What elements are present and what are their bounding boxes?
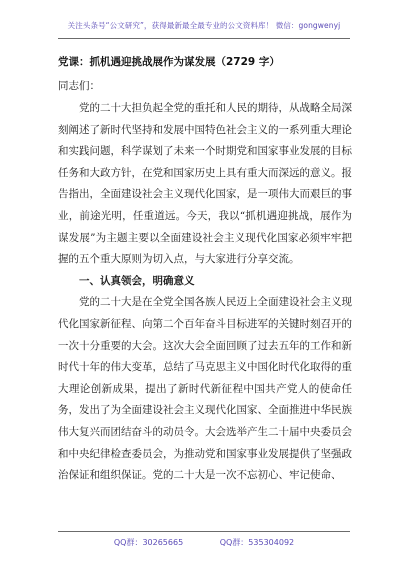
document-body — [58, 98, 352, 487]
paragraph: 党的二十大是在全党全国各族人民迈上全面建设社会主义现代化国家新征程、向第二个百年奋斗目标进军的关键时刻召开的一次十分重要的大会。这次大会全面回顾了过去五年的工作和新时代十年的伟大变革，总结了马克思主义中国化时代化取得的重大理论创新成果，提出了新时代新征程中国共产党人的使命任务，发出了为全面建设社会主义现代化国家、全面推进中华民族伟大复兴而团结奋斗的动员令。大会选举产生二十届中央委员会和中央纪律检查委员会，为推动党和国家事业发展提供了坚强政治保证和组织保证。党的二十大是一次不忘初心、牢记使命、 — [58, 296, 352, 482]
paragraph: 党的二十大担负起全党的重托和人民的期待，从战略全局深刻阐述了新时代坚持和发展中国特色社会主义的一系列重大理论和实践问题，科学谋划了未来一个时期党和国家事业发展的目标任务和大政方针，在党和国家历史上具有重大而深远的意义。报告指出，全面建设社会主义现代化国家，是一项伟大而艰巨的事业，前途光明，任重道远。今天，我以“抓机遇迎挑战，展作为谋发展”为主题主要以全面建设社会主义现代化国家必须牢牢把握的五个重大原则为切入点，与大家进行分享交流。 — [58, 102, 352, 266]
footer — [0, 537, 408, 548]
header-note: 关注头条号“公文研究”，获得最新最全最专业的公文资料库！ 微信：gongwenyj — [67, 21, 341, 30]
document-title: 党课：抓机遇迎挑战展作为谋发展（2729 字） — [58, 56, 280, 68]
footer-qq-group-1: QQ群：30265665 — [113, 538, 184, 547]
header-divider — [58, 38, 350, 39]
salutation: 同志们： — [58, 80, 100, 92]
footer-qq-group-2: QQ群：535304092 — [219, 538, 295, 547]
footer-divider — [58, 531, 350, 532]
section-heading: 一、认真领会，明确意义 — [79, 274, 195, 287]
